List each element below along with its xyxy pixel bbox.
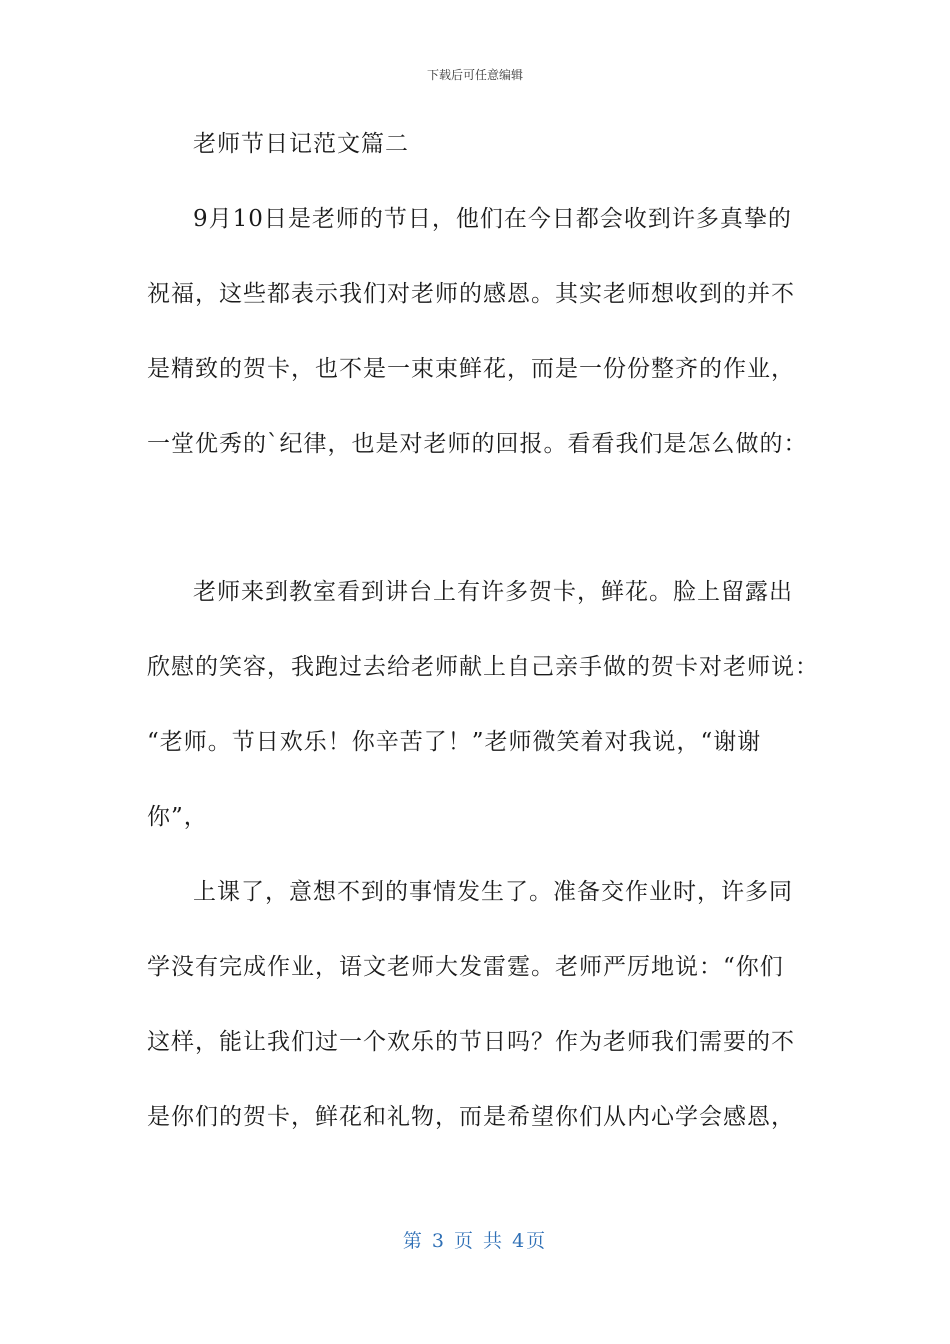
paragraph-line: 欣慰的笑容，我跑过去给老师献上自己亲手做的贺卡对老师说： [147, 654, 819, 680]
paragraph-line: “老师。节日欢乐！你辛苦了！”老师微笑着对我说，“谢谢 [147, 729, 762, 755]
paragraph-line: 一堂优秀的`纪律，也是对老师的回报。看看我们是怎么做的： [147, 431, 808, 457]
paragraph-line: 老师来到教室看到讲台上有许多贺卡，鲜花。脸上留露出 [193, 579, 793, 605]
document-title: 老师节日记范文篇二 [193, 131, 409, 157]
paragraph-line: 这样，能让我们过一个欢乐的节日吗？作为老师我们需要的不 [147, 1029, 795, 1055]
paragraph-line: 你”， [147, 804, 208, 830]
paragraph-line: 祝福，这些都表示我们对老师的感恩。其实老师想收到的并不 [147, 281, 795, 307]
paragraph-line: 9月10日是老师的节日，他们在今日都会收到许多真挚的 [193, 206, 792, 232]
paragraph-line: 上课了，意想不到的事情发生了。准备交作业时，许多同 [193, 879, 793, 905]
paragraph-line: 是你们的贺卡，鲜花和礼物，而是希望你们从内心学会感恩， [147, 1104, 795, 1130]
paragraph-line: 是精致的贺卡，也不是一束束鲜花，而是一份份整齐的作业， [147, 356, 795, 382]
page-number-indicator: 第 3 页 共 4页 [402, 1230, 548, 1252]
paragraph-line: 学没有完成作业，语文老师大发雷霆。老师严厉地说：“你们 [147, 954, 784, 980]
page-header-note: 下载后可任意编辑 [426, 68, 523, 82]
